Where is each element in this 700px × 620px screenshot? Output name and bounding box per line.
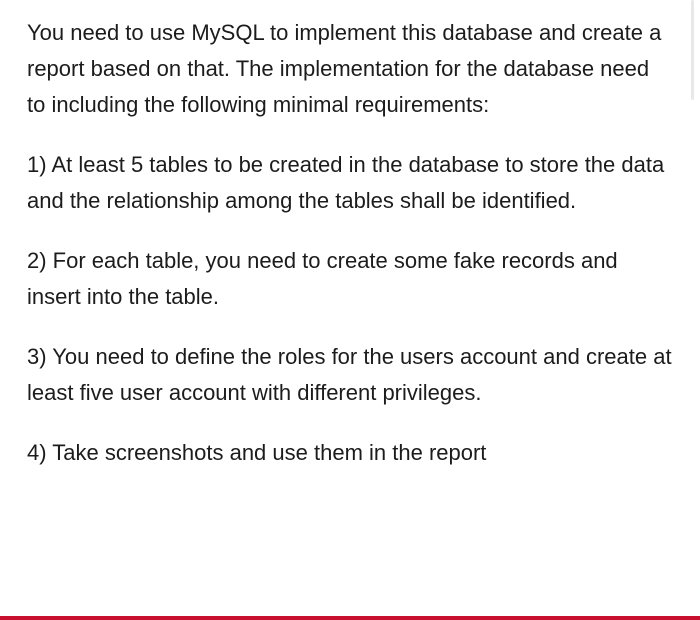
intro-paragraph: You need to use MySQL to implement this database and create a report based on that. The implementation for the database need to including the following minimal requirements: bbox=[27, 20, 662, 117]
question-text bbox=[27, 15, 672, 471]
requirement-2: 2) For each table, you need to create some fake records and insert into the table. bbox=[27, 248, 618, 309]
requirement-4: 4) Take screenshots and use them in the report bbox=[27, 440, 487, 465]
requirement-3: 3) You need to define the roles for the users account and create at least five user account with different privileges. bbox=[27, 344, 672, 405]
scrollbar-thumb[interactable] bbox=[691, 0, 694, 100]
accent-bar bbox=[0, 616, 700, 620]
requirement-1: 1) At least 5 tables to be created in the database to store the data and the relationship among the tables shall be identified. bbox=[27, 152, 665, 213]
